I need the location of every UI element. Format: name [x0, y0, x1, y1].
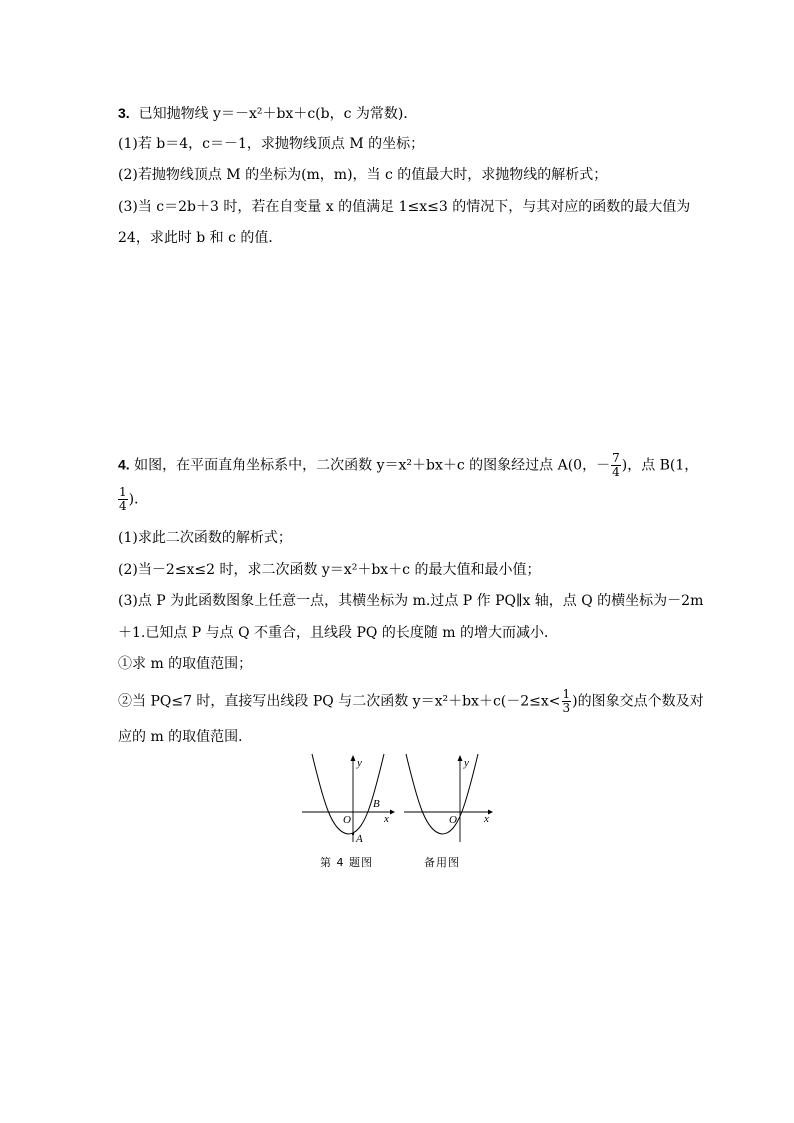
fraction-c-num: 1 — [562, 687, 571, 701]
figure-spare-graph — [400, 752, 498, 844]
q4-sub2-line2: 应的 m 的取值范围． — [118, 729, 253, 745]
fraction-b-num: 1 — [119, 485, 127, 499]
q4-part3-line2: ＋1.已知点 P 与点 Q 不重合，且线段 PQ 的长度随 m 的增大而减小． — [118, 625, 559, 641]
q4-part3-line1: (3)点 P 为此函数图象上任意一点，其横坐标为 m.过点 P 作 PQ∥x 轴，点 Q 的横坐标为－2m — [118, 593, 704, 609]
q3-stem: 已知抛物线 y＝－x²＋bx＋c(b，c 为常数)． — [138, 106, 418, 122]
x-label: x — [384, 813, 389, 825]
y-label: y — [464, 757, 469, 769]
q4-number: 4. — [118, 456, 130, 473]
point-a-marker — [352, 833, 354, 835]
q4-stem-line2 — [118, 486, 734, 513]
q4-stem-c: )． — [128, 491, 149, 508]
fraction-b — [118, 486, 128, 513]
q4-part2: (2)当－2≤x≤2 时，求二次函数 y＝x²＋bx＋c 的最大值和最小值； — [118, 562, 541, 578]
origin-label: O — [343, 814, 351, 826]
fraction-b-den: 4 — [119, 499, 127, 513]
fraction-c-den: 3 — [562, 701, 571, 715]
fraction-a-num: 7 — [612, 451, 620, 465]
q4-sub1: ①求 m 的取值范围； — [118, 656, 253, 672]
x-axis-arrow — [390, 810, 395, 815]
q3-part3-line2: 24，求此时 b 和 c 的值． — [118, 230, 283, 246]
q4-stem-b: )，点 B(1， — [621, 457, 699, 474]
q4-stem-line1 — [118, 452, 734, 479]
q4-sub2-line1 — [118, 688, 734, 715]
q4-sub2-b: )的图象交点个数及对 — [572, 693, 704, 710]
fraction-a — [611, 452, 621, 479]
q4-stem-a: 如图，在平面直角坐标系中，二次函数 y＝x²＋bx＋c 的图象经过点 A(0，－ — [134, 457, 611, 474]
figure-caption-q4: 第 4 题图 — [320, 856, 373, 869]
fraction-a-den: 4 — [612, 465, 620, 479]
y-label: y — [357, 757, 362, 769]
q3-part2: (2)若抛物线顶点 M 的坐标为(m，m)，当 c 的值最大时，求抛物线的解析式； — [118, 167, 608, 183]
y-axis-arrow — [351, 755, 356, 761]
figure-caption-spare: 备用图 — [424, 856, 460, 869]
point-b-label: B — [373, 798, 380, 810]
point-a-label: A — [356, 833, 363, 844]
q4-part1: (1)求此二次函数的解析式； — [118, 530, 292, 546]
origin-label: O — [449, 814, 457, 826]
x-label: x — [484, 813, 489, 825]
q4-sub2-a: ②当 PQ≤7 时，直接写出线段 PQ 与二次函数 y＝x²＋bx＋c(－2≤x< — [118, 693, 561, 710]
q3-part3-line1: (3)当 c＝2b＋3 时，若在自变量 x 的值满足 1≤x≤3 的情况下，与其对应的函数的最大值为 — [118, 199, 691, 215]
q3-stem-line — [118, 103, 734, 124]
fraction-c — [562, 688, 572, 715]
y-axis-arrow — [458, 755, 463, 761]
figure-q4-graph — [298, 752, 396, 844]
q3-part1: (1)若 b＝4，c＝－1，求抛物线顶点 M 的坐标； — [118, 136, 425, 152]
q3-number: 3. — [118, 105, 130, 121]
